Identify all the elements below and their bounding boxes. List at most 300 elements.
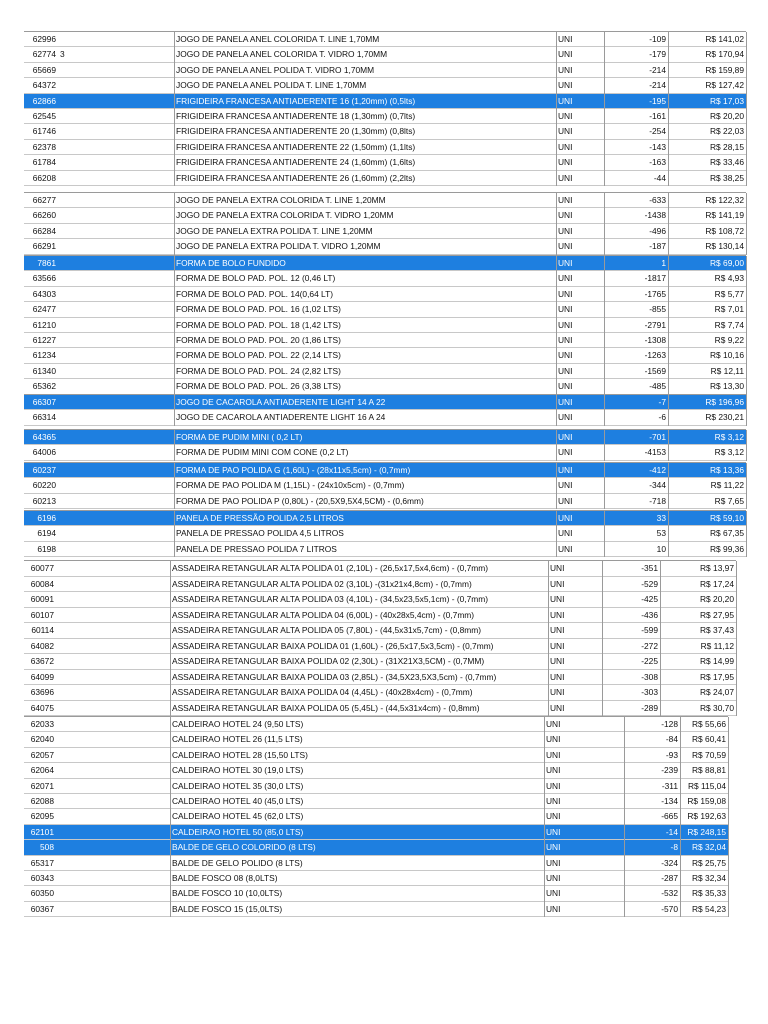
cell-price[interactable]: R$ 248,15	[687, 826, 726, 837]
cell-description[interactable]: CALDEIRAO HOTEL 50 (85,0 LTS)	[172, 826, 304, 837]
cell-price[interactable]: R$ 192,63	[687, 811, 726, 822]
cell-price[interactable]: R$ 230,21	[705, 412, 744, 423]
cell-quantity[interactable]: 53	[656, 528, 666, 539]
cell-price[interactable]: R$ 27,95	[700, 609, 734, 620]
cell-quantity[interactable]: -254	[649, 126, 666, 137]
cell-price[interactable]: R$ 3,12	[714, 447, 744, 458]
cell-unit[interactable]: UNI	[558, 273, 573, 284]
cell-description[interactable]: ASSADEIRA RETANGULAR BAIXA POLIDA 01 (1,60L) - (26,5x17,5x3,5cm) - (0,7mm)	[172, 640, 494, 651]
cell-code[interactable]: 60107	[30, 609, 54, 620]
cell-quantity[interactable]: -665	[661, 811, 678, 822]
cell-price[interactable]: R$ 70,59	[692, 749, 726, 760]
table-row[interactable]	[24, 856, 728, 870]
cell-code[interactable]: 66291	[32, 241, 56, 252]
cell-price[interactable]: R$ 170,94	[705, 49, 744, 60]
cell-extra[interactable]	[60, 63, 70, 77]
cell-quantity[interactable]: -195	[649, 95, 666, 106]
cell-unit[interactable]: UNI	[558, 431, 573, 442]
cell-unit[interactable]: UNI	[558, 110, 573, 121]
cell-price[interactable]: R$ 38,25	[710, 172, 744, 183]
table-row[interactable]	[24, 732, 728, 746]
cell-unit[interactable]: UNI	[558, 80, 573, 91]
cell-code[interactable]: 62101	[30, 826, 54, 837]
cell-quantity[interactable]: -2791	[644, 319, 666, 330]
cell-unit[interactable]: UNI	[558, 480, 573, 491]
cell-code[interactable]: 64099	[30, 671, 54, 682]
cell-price[interactable]: R$ 159,89	[705, 64, 744, 75]
cell-quantity[interactable]: 33	[656, 512, 666, 523]
cell-price[interactable]: R$ 32,04	[692, 842, 726, 853]
table-row[interactable]	[24, 430, 746, 444]
cell-code[interactable]: 63672	[30, 656, 54, 667]
cell-extra[interactable]	[60, 171, 70, 185]
cell-code[interactable]: 62088	[30, 795, 54, 806]
cell-description[interactable]: FORMA DE BOLO PAD. POL. 16 (1,02 LTS)	[176, 304, 341, 315]
table-row[interactable]	[24, 779, 728, 793]
cell-extra[interactable]	[60, 208, 70, 222]
cell-code[interactable]: 6198	[37, 543, 56, 554]
table-row[interactable]	[24, 592, 736, 607]
cell-description[interactable]: CALDEIRAO HOTEL 45 (62,0 LTS)	[172, 811, 304, 822]
cell-price[interactable]: R$ 60,41	[692, 734, 726, 745]
cell-description[interactable]: FRIGIDEIRA FRANCESA ANTIADERENTE 26 (1,60mm) (2,2lts)	[176, 172, 416, 183]
cell-description[interactable]: ASSADEIRA RETANGULAR BAIXA POLIDA 03 (2,85L) - (34,5X23,5X3,5cm) - (0,7mm)	[172, 671, 497, 682]
cell-code[interactable]: 61210	[32, 319, 56, 330]
cell-unit[interactable]: UNI	[558, 288, 573, 299]
table-row[interactable]	[24, 463, 746, 477]
cell-extra[interactable]	[60, 78, 70, 92]
cell-unit[interactable]: UNI	[558, 350, 573, 361]
cell-price[interactable]: R$ 108,72	[705, 225, 744, 236]
cell-price[interactable]: R$ 59,10	[710, 512, 744, 523]
cell-description[interactable]: ASSADEIRA RETANGULAR ALTA POLIDA 05 (7,80L) - (44,5x31x5,7cm) - (0,8mm)	[172, 625, 482, 636]
cell-description[interactable]: ASSADEIRA RETANGULAR BAIXA POLIDA 04 (4,45L) - (40x28x4cm) - (0,7mm)	[172, 687, 473, 698]
cell-description[interactable]: CALDEIRAO HOTEL 35 (30,0 LTS)	[172, 780, 304, 791]
table-row[interactable]	[24, 526, 746, 540]
cell-description[interactable]: JOGO DE PANELA EXTRA POLIDA T. LINE 1,20MM	[176, 225, 373, 236]
cell-unit[interactable]: UNI	[558, 381, 573, 392]
cell-extra[interactable]	[60, 511, 70, 525]
table-row[interactable]	[24, 670, 736, 685]
cell-code[interactable]: 62095	[30, 811, 54, 822]
cell-code[interactable]: 60091	[30, 594, 54, 605]
cell-unit[interactable]: UNI	[558, 49, 573, 60]
cell-quantity[interactable]: -134	[661, 795, 678, 806]
cell-description[interactable]: BALDE DE GELO POLIDO (8 LTS)	[172, 857, 303, 868]
cell-extra[interactable]	[60, 94, 70, 108]
table-row[interactable]	[24, 287, 746, 301]
cell-description[interactable]: FORMA DE BOLO PAD. POL. 14(0,64 LT)	[176, 288, 333, 299]
cell-quantity[interactable]: 10	[656, 543, 666, 554]
cell-quantity[interactable]: -44	[653, 172, 666, 183]
cell-description[interactable]: FORMA DE BOLO PAD. POL. 18 (1,42 LTS)	[176, 319, 341, 330]
cell-extra[interactable]	[60, 526, 70, 540]
cell-price[interactable]: R$ 17,95	[700, 671, 734, 682]
cell-quantity[interactable]: -599	[641, 625, 658, 636]
cell-code[interactable]: 66307	[32, 396, 56, 407]
cell-unit[interactable]: UNI	[546, 842, 561, 853]
cell-price[interactable]: R$ 17,24	[700, 578, 734, 589]
cell-price[interactable]: R$ 12,11	[710, 365, 744, 376]
cell-quantity[interactable]: -4153	[644, 447, 666, 458]
table-row[interactable]	[24, 623, 736, 638]
cell-unit[interactable]: UNI	[550, 594, 565, 605]
cell-quantity[interactable]: -161	[649, 110, 666, 121]
cell-unit[interactable]: UNI	[550, 609, 565, 620]
cell-unit[interactable]: UNI	[550, 702, 565, 713]
cell-extra[interactable]	[60, 32, 70, 46]
cell-quantity[interactable]: 1	[661, 257, 666, 268]
cell-code[interactable]: 65317	[30, 857, 54, 868]
cell-extra[interactable]	[60, 430, 70, 444]
table-row[interactable]	[24, 395, 746, 409]
cell-code[interactable]: 62033	[30, 718, 54, 729]
cell-description[interactable]: JOGO DE PANELA EXTRA COLORIDA T. LINE 1,20MM	[176, 194, 386, 205]
cell-description[interactable]: FORMA DE BOLO FUNDIDO	[176, 257, 286, 268]
cell-quantity[interactable]: -163	[649, 157, 666, 168]
cell-quantity[interactable]: -109	[649, 33, 666, 44]
cell-unit[interactable]: UNI	[558, 225, 573, 236]
table-row[interactable]	[24, 608, 736, 623]
cell-unit[interactable]: UNI	[546, 811, 561, 822]
cell-unit[interactable]: UNI	[558, 64, 573, 75]
cell-price[interactable]: R$ 20,20	[700, 594, 734, 605]
cell-quantity[interactable]: -93	[665, 749, 678, 760]
cell-quantity[interactable]: -324	[661, 857, 678, 868]
table-row[interactable]	[24, 256, 746, 270]
cell-price[interactable]: R$ 32,34	[692, 872, 726, 883]
cell-price[interactable]: R$ 196,96	[705, 396, 744, 407]
cell-unit[interactable]: UNI	[550, 640, 565, 651]
cell-unit[interactable]: UNI	[558, 157, 573, 168]
cell-description[interactable]: FORMA DE BOLO PAD. POL. 12 (0,46 LT)	[176, 273, 336, 284]
cell-description[interactable]: BALDE FOSCO 08 (8,0LTS)	[172, 872, 278, 883]
cell-quantity[interactable]: -6	[658, 412, 666, 423]
cell-code[interactable]: 60350	[30, 888, 54, 899]
cell-description[interactable]: CALDEIRAO HOTEL 30 (19,0 LTS)	[172, 765, 304, 776]
table-row[interactable]	[24, 333, 746, 347]
table-row[interactable]	[24, 410, 746, 424]
cell-unit[interactable]: UNI	[558, 464, 573, 475]
cell-price[interactable]: R$ 127,42	[705, 80, 744, 91]
cell-quantity[interactable]: -1438	[644, 210, 666, 221]
table-row[interactable]	[24, 47, 746, 61]
table-row[interactable]	[24, 840, 728, 854]
cell-extra[interactable]	[60, 256, 70, 270]
cell-unit[interactable]: UNI	[558, 141, 573, 152]
table-row[interactable]	[24, 886, 728, 900]
cell-extra[interactable]	[60, 348, 70, 362]
cell-description[interactable]: FRIGIDEIRA FRANCESA ANTIADERENTE 16 (1,20mm) (0,5lts)	[176, 95, 416, 106]
cell-description[interactable]: CALDEIRAO HOTEL 28 (15,50 LTS)	[172, 749, 308, 760]
cell-code[interactable]: 60220	[32, 480, 56, 491]
cell-code[interactable]: 62545	[32, 110, 56, 121]
table-row[interactable]	[24, 717, 728, 731]
cell-price[interactable]: R$ 22,03	[710, 126, 744, 137]
cell-unit[interactable]: UNI	[546, 872, 561, 883]
table-row[interactable]	[24, 748, 728, 762]
cell-unit[interactable]: UNI	[558, 172, 573, 183]
cell-quantity[interactable]: -214	[649, 64, 666, 75]
table-row[interactable]	[24, 685, 736, 700]
cell-price[interactable]: R$ 25,75	[692, 857, 726, 868]
cell-quantity[interactable]: -425	[641, 594, 658, 605]
cell-unit[interactable]: UNI	[558, 365, 573, 376]
cell-unit[interactable]: UNI	[558, 447, 573, 458]
cell-unit[interactable]: UNI	[558, 194, 573, 205]
cell-code[interactable]: 62040	[30, 734, 54, 745]
cell-price[interactable]: R$ 69,00	[710, 257, 744, 268]
cell-quantity[interactable]: -1308	[644, 334, 666, 345]
cell-quantity[interactable]: -308	[641, 671, 658, 682]
cell-price[interactable]: R$ 11,22	[710, 480, 744, 491]
table-row[interactable]	[24, 140, 746, 154]
cell-price[interactable]: R$ 13,36	[710, 464, 744, 475]
cell-description[interactable]: ASSADEIRA RETANGULAR ALTA POLIDA 02 (3,10L) -(31x21x4,8cm) - (0,7mm)	[172, 578, 472, 589]
cell-unit[interactable]: UNI	[558, 528, 573, 539]
cell-price[interactable]: R$ 24,07	[700, 687, 734, 698]
cell-price[interactable]: R$ 88,81	[692, 765, 726, 776]
cell-description[interactable]: ASSADEIRA RETANGULAR ALTA POLIDA 01 (2,10L) - (26,5x17,5x4,6cm) - (0,7mm)	[172, 563, 489, 574]
cell-price[interactable]: R$ 7,74	[714, 319, 744, 330]
cell-extra[interactable]	[60, 494, 70, 508]
cell-quantity[interactable]: -84	[665, 734, 678, 745]
cell-price[interactable]: R$ 130,14	[705, 241, 744, 252]
cell-description[interactable]: JOGO DE PANELA ANEL POLIDA T. VIDRO 1,70MM	[176, 64, 375, 75]
cell-code[interactable]: 64303	[32, 288, 56, 299]
table-row[interactable]	[24, 701, 736, 716]
cell-code[interactable]: 61746	[32, 126, 56, 137]
cell-quantity[interactable]: -1569	[644, 365, 666, 376]
cell-extra[interactable]	[60, 287, 70, 301]
cell-extra[interactable]	[60, 445, 70, 459]
table-row[interactable]	[24, 825, 728, 839]
cell-unit[interactable]: UNI	[558, 304, 573, 315]
table-row[interactable]	[24, 171, 746, 185]
cell-unit[interactable]: UNI	[558, 543, 573, 554]
cell-code[interactable]: 63696	[30, 687, 54, 698]
table-row[interactable]	[24, 63, 746, 77]
cell-description[interactable]: JOGO DE PANELA EXTRA POLIDA T. VIDRO 1,20MM	[176, 241, 381, 252]
cell-extra[interactable]	[60, 271, 70, 285]
cell-quantity[interactable]: -225	[641, 656, 658, 667]
cell-code[interactable]: 62866	[32, 95, 56, 106]
cell-code[interactable]: 60213	[32, 495, 56, 506]
table-row[interactable]	[24, 155, 746, 169]
cell-description[interactable]: FORMA DE BOLO PAD. POL. 22 (2,14 LTS)	[176, 350, 341, 361]
cell-code[interactable]: 62378	[32, 141, 56, 152]
cell-code[interactable]: 64082	[30, 640, 54, 651]
cell-code[interactable]: 61784	[32, 157, 56, 168]
cell-price[interactable]: R$ 13,30	[710, 381, 744, 392]
cell-code[interactable]: 63566	[32, 273, 56, 284]
cell-price[interactable]: R$ 4,93	[714, 273, 744, 284]
cell-price[interactable]: R$ 3,12	[714, 431, 744, 442]
cell-code[interactable]: 66260	[32, 210, 56, 221]
cell-code[interactable]: 7861	[37, 257, 56, 268]
cell-quantity[interactable]: -1817	[644, 273, 666, 284]
cell-unit[interactable]: UNI	[550, 625, 565, 636]
cell-price[interactable]: R$ 7,65	[714, 495, 744, 506]
cell-code[interactable]: 60077	[30, 563, 54, 574]
cell-price[interactable]: R$ 99,36	[710, 543, 744, 554]
cell-unit[interactable]: UNI	[546, 857, 561, 868]
cell-unit[interactable]: UNI	[546, 903, 561, 914]
cell-price[interactable]: R$ 141,19	[705, 210, 744, 221]
cell-price[interactable]: R$ 37,43	[700, 625, 734, 636]
table-row[interactable]	[24, 124, 746, 138]
cell-extra[interactable]: 3	[60, 49, 65, 60]
table-row[interactable]	[24, 639, 736, 654]
cell-unit[interactable]: UNI	[546, 765, 561, 776]
cell-unit[interactable]: UNI	[558, 95, 573, 106]
cell-price[interactable]: R$ 30,70	[700, 702, 734, 713]
cell-description[interactable]: JOGO DE PANELA ANEL COLORIDA T. LINE 1,70MM	[176, 33, 380, 44]
cell-code[interactable]: 62064	[30, 765, 54, 776]
table-row[interactable]	[24, 318, 746, 332]
table-row[interactable]	[24, 302, 746, 316]
cell-price[interactable]: R$ 54,23	[692, 903, 726, 914]
cell-description[interactable]: PANELA DE PRESSAO POLIDA 4,5 LITROS	[176, 528, 344, 539]
cell-description[interactable]: FORMA DE PAO POLIDA M (1,15L) - (24x10x5cm) - (0,7mm)	[176, 480, 405, 491]
cell-unit[interactable]: UNI	[558, 33, 573, 44]
cell-unit[interactable]: UNI	[558, 257, 573, 268]
cell-unit[interactable]: UNI	[558, 126, 573, 137]
cell-extra[interactable]	[60, 478, 70, 492]
cell-extra[interactable]	[60, 193, 70, 207]
cell-quantity[interactable]: -143	[649, 141, 666, 152]
cell-quantity[interactable]: -8	[670, 842, 678, 853]
cell-code[interactable]: 60237	[32, 464, 56, 475]
cell-price[interactable]: R$ 33,46	[710, 157, 744, 168]
cell-price[interactable]: R$ 55,66	[692, 718, 726, 729]
cell-code[interactable]: 66208	[32, 172, 56, 183]
cell-description[interactable]: BALDE FOSCO 15 (15,0LTS)	[172, 903, 283, 914]
table-row[interactable]	[24, 494, 746, 508]
cell-description[interactable]: CALDEIRAO HOTEL 40 (45,0 LTS)	[172, 795, 304, 806]
cell-code[interactable]: 61340	[32, 365, 56, 376]
table-row[interactable]	[24, 871, 728, 885]
cell-code[interactable]: 62057	[30, 749, 54, 760]
cell-quantity[interactable]: -633	[649, 194, 666, 205]
table-row[interactable]	[24, 78, 746, 92]
cell-code[interactable]: 60114	[31, 625, 54, 636]
cell-code[interactable]: 64006	[32, 447, 56, 458]
cell-price[interactable]: R$ 9,22	[714, 334, 744, 345]
table-row[interactable]	[24, 94, 746, 108]
cell-price[interactable]: R$ 28,15	[710, 141, 744, 152]
cell-code[interactable]: 65362	[32, 381, 56, 392]
cell-unit[interactable]: UNI	[558, 334, 573, 345]
cell-unit[interactable]: UNI	[558, 412, 573, 423]
cell-description[interactable]: ASSADEIRA RETANGULAR ALTA POLIDA 04 (6,00L) - (40x28x5,4cm) - (0,7mm)	[172, 609, 475, 620]
cell-extra[interactable]	[60, 318, 70, 332]
cell-quantity[interactable]: -529	[641, 578, 658, 589]
cell-quantity[interactable]: -7	[658, 396, 666, 407]
cell-quantity[interactable]: -570	[661, 903, 678, 914]
cell-description[interactable]: FRIGIDEIRA FRANCESA ANTIADERENTE 22 (1,50mm) (1,1lts)	[176, 141, 416, 152]
cell-price[interactable]: R$ 20,20	[710, 110, 744, 121]
cell-description[interactable]: JOGO DE PANELA ANEL POLIDA T. LINE 1,70MM	[176, 80, 367, 91]
cell-extra[interactable]	[60, 124, 70, 138]
cell-description[interactable]: FRIGIDEIRA FRANCESA ANTIADERENTE 20 (1,30mm) (0,8lts)	[176, 126, 416, 137]
cell-description[interactable]: CALDEIRAO HOTEL 24 (9,50 LTS)	[172, 718, 304, 729]
cell-extra[interactable]	[60, 463, 70, 477]
table-row[interactable]	[24, 348, 746, 362]
cell-code[interactable]: 61227	[32, 334, 56, 345]
cell-code[interactable]: 508	[40, 842, 54, 853]
cell-quantity[interactable]: -179	[649, 49, 666, 60]
table-row[interactable]	[24, 239, 746, 253]
cell-code[interactable]: 66284	[32, 225, 56, 236]
cell-description[interactable]: FORMA DE BOLO PAD. POL. 26 (3,38 LTS)	[176, 381, 341, 392]
cell-code[interactable]: 64365	[32, 431, 56, 442]
cell-unit[interactable]: UNI	[558, 396, 573, 407]
cell-quantity[interactable]: -701	[649, 431, 666, 442]
cell-code[interactable]: 61234	[32, 350, 56, 361]
cell-unit[interactable]: UNI	[550, 671, 565, 682]
table-row[interactable]	[24, 809, 728, 823]
cell-description[interactable]: ASSADEIRA RETANGULAR BAIXA POLIDA 02 (2,30L) - (31X21X3,5CM) - (0,7MM)	[172, 656, 485, 667]
cell-extra[interactable]	[60, 410, 70, 424]
cell-price[interactable]: R$ 11,12	[700, 640, 734, 651]
cell-description[interactable]: FORMA DE PAO POLIDA P (0,80L) - (20,5X9,5X4,5CM) - (0,6mm)	[176, 495, 424, 506]
table-row[interactable]	[24, 654, 736, 669]
cell-extra[interactable]	[60, 364, 70, 378]
cell-description[interactable]: BALDE DE GELO COLORIDO (8 LTS)	[172, 842, 316, 853]
cell-price[interactable]: R$ 17,03	[710, 95, 744, 106]
cell-description[interactable]: FORMA DE PAO POLIDA G (1,60L) - (28x11x5,5cm) - (0,7mm)	[176, 464, 411, 475]
cell-unit[interactable]: UNI	[550, 578, 565, 589]
cell-quantity[interactable]: -287	[661, 872, 678, 883]
cell-price[interactable]: R$ 122,32	[705, 194, 744, 205]
cell-extra[interactable]	[60, 333, 70, 347]
cell-extra[interactable]	[60, 302, 70, 316]
cell-extra[interactable]	[60, 542, 70, 556]
cell-quantity[interactable]: -344	[649, 480, 666, 491]
cell-price[interactable]: R$ 159,08	[687, 795, 726, 806]
cell-code[interactable]: 60367	[30, 903, 54, 914]
table-row[interactable]	[24, 902, 728, 916]
table-row[interactable]	[24, 271, 746, 285]
table-row[interactable]	[24, 364, 746, 378]
cell-extra[interactable]	[60, 109, 70, 123]
cell-unit[interactable]: UNI	[546, 749, 561, 760]
cell-price[interactable]: R$ 115,04	[687, 780, 726, 791]
cell-code[interactable]: 65669	[32, 64, 56, 75]
cell-quantity[interactable]: -303	[641, 687, 658, 698]
cell-unit[interactable]: UNI	[546, 734, 561, 745]
table-row[interactable]	[24, 193, 746, 207]
cell-quantity[interactable]: -1263	[644, 350, 666, 361]
cell-code[interactable]: 60343	[30, 872, 54, 883]
cell-unit[interactable]: UNI	[550, 656, 565, 667]
cell-description[interactable]: ASSADEIRA RETANGULAR ALTA POLIDA 03 (4,10L) - (34,5x23,5x5,1cm) - (0,7mm)	[172, 594, 489, 605]
cell-quantity[interactable]: -436	[641, 609, 658, 620]
cell-description[interactable]: FORMA DE BOLO PAD. POL. 24 (2,82 LTS)	[176, 365, 341, 376]
table-row[interactable]	[24, 445, 746, 459]
cell-quantity[interactable]: -412	[649, 464, 666, 475]
cell-quantity[interactable]: -485	[649, 381, 666, 392]
table-row[interactable]	[24, 32, 746, 46]
table-row[interactable]	[24, 379, 746, 393]
cell-extra[interactable]	[60, 239, 70, 253]
cell-code[interactable]: 64372	[32, 80, 56, 91]
cell-description[interactable]: FRIGIDEIRA FRANCESA ANTIADERENTE 24 (1,60mm) (1,6lts)	[176, 157, 416, 168]
cell-description[interactable]: CALDEIRAO HOTEL 26 (11,5 LTS)	[172, 734, 303, 745]
cell-unit[interactable]: UNI	[550, 687, 565, 698]
cell-unit[interactable]: UNI	[546, 888, 561, 899]
